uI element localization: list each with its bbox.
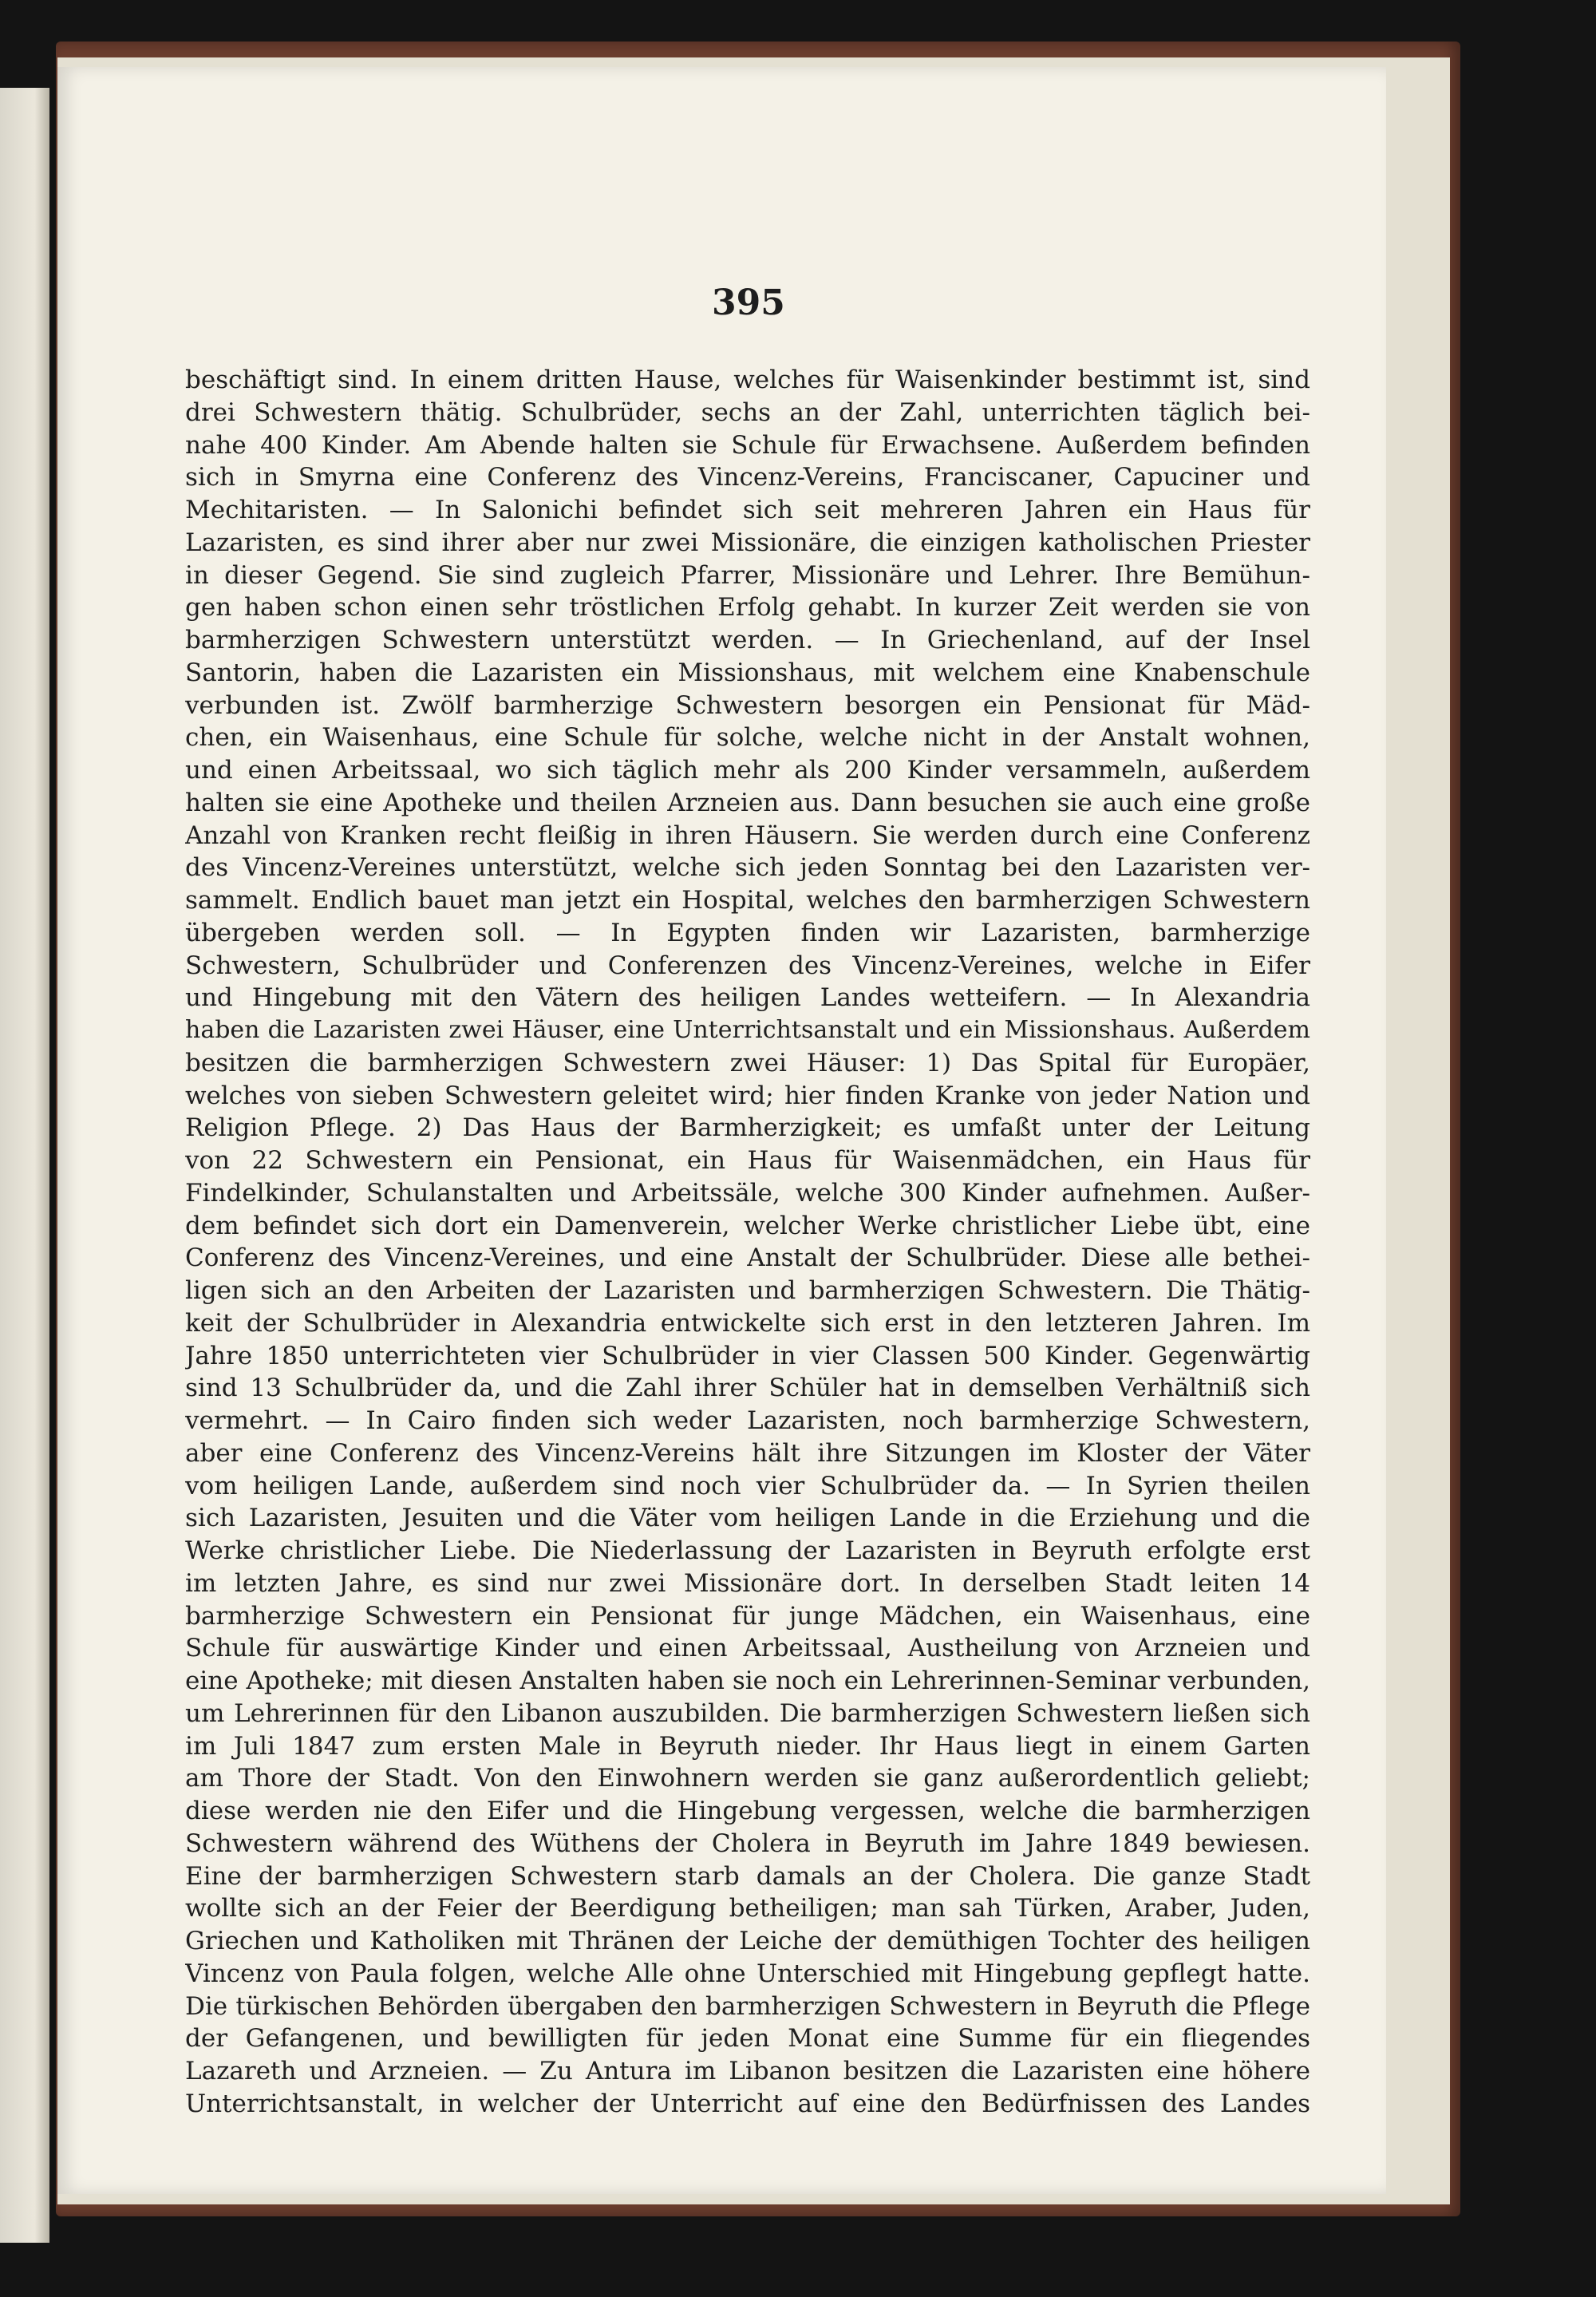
text-line: nahe 400 Kinder. Am Abende halten sie Schule für Erwachsene. Außerdem befinden: [185, 430, 1310, 460]
text-line: barmherzigen Schwestern unterstützt werden. — In Griechenland, auf der Insel: [185, 626, 1310, 654]
text-line: Die türkischen Behörden übergaben den barmherzigen Schwestern in Beyruth die Pflege: [185, 1991, 1310, 2021]
book-page: [57, 67, 1386, 2194]
text-line: Findelkinder, Schulanstalten und Arbeitssäle, welche 300 Kinder aufnehmen. Außer-: [185, 1178, 1310, 1208]
text-line: und einen Arbeitssaal, wo sich täglich mehr als 200 Kinder versammeln, außerdem: [185, 756, 1310, 785]
text-line: Lazaristen, es sind ihrer aber nur zwei Missionäre, die einzigen katholischen Priester: [185, 528, 1310, 557]
text-line: Unterrichtsanstalt, in welcher der Unterricht auf eine den Bedürfnissen des Landes: [185, 2089, 1310, 2118]
text-line: Schwestern während des Wüthens der Cholera in Beyruth im Jahre 1849 bewiesen.: [185, 1829, 1310, 1858]
text-line: der Gefangenen, und bewilligten für jeden Monat eine Summe für ein fliegendes: [185, 2024, 1310, 2054]
text-line: verbunden ist. Zwölf barmherzige Schwestern besorgen ein Pensionat für Mäd-: [185, 690, 1310, 720]
previous-page-edge: [0, 88, 49, 2243]
text-line: Vincenz von Paula folgen, welche Alle ohne Unterschied mit Hingebung gepflegt hatte.: [185, 1959, 1310, 1988]
text-line: keit der Schulbrüder in Alexandria entwickelte sich erst in den letzteren Jahren. Im: [185, 1308, 1310, 1338]
text-line: drei Schwestern thätig. Schulbrüder, sechs an der Zahl, unterrichten täglich bei-: [185, 397, 1310, 427]
text-line: beschäftigt sind. In einem dritten Hause, welches für Waisenkinder bestimmt ist, sind: [185, 366, 1310, 394]
text-line: sind 13 Schulbrüder da, und die Zahl ihrer Schüler hat in demselben Verhältniß sich: [185, 1374, 1310, 1403]
text-line: gen haben schon einen sehr tröstlichen Erfolg gehabt. In kurzer Zeit werden sie von: [185, 593, 1310, 623]
text-line: aber eine Conferenz des Vincenz-Vereins hält ihre Sitzungen im Kloster der Väter: [185, 1438, 1310, 1468]
text-line: barmherzige Schwestern ein Pensionat für junge Mädchen, ein Waisenhaus, eine: [185, 1601, 1310, 1631]
text-line: chen, ein Waisenhaus, eine Schule für solche, welche nicht in der Anstalt wohnen,: [185, 723, 1310, 753]
page-number: 395: [712, 283, 785, 323]
text-line: Conferenz des Vincenz-Vereines, und eine Anstalt der Schulbrüder. Diese alle bethei-: [185, 1243, 1310, 1273]
text-line: Schule für auswärtige Kinder und einen Arbeitssaal, Austheilung von Arzneien und: [185, 1634, 1310, 1663]
text-line: Santorin, haben die Lazaristen ein Missionshaus, mit welchem eine Knabenschule: [185, 658, 1310, 687]
text-line: wollte sich an der Feier der Beerdigung betheiligen; man sah Türken, Araber, Juden,: [185, 1894, 1310, 1923]
text-line: welches von sieben Schwestern geleitet wird; hier finden Kranke von jeder Nation und: [185, 1081, 1310, 1110]
text-line: übergeben werden soll. — In Egypten finden wir Lazaristen, barmherzige: [185, 918, 1310, 947]
text-line: ligen sich an den Arbeiten der Lazaristen und barmherzigen Schwestern. Die Thätig-: [185, 1276, 1310, 1305]
text-line: am Thore der Stadt. Von den Einwohnern werden sie ganz außerordentlich geliebt;: [185, 1764, 1310, 1793]
text-line: Werke christlicher Liebe. Die Niederlassung der Lazaristen in Beyruth erfolgte erst: [185, 1536, 1310, 1565]
text-line: in dieser Gegend. Sie sind zugleich Pfarrer, Missionäre und Lehrer. Ihre Bemühun-: [185, 560, 1310, 590]
text-line: im letzten Jahre, es sind nur zwei Missionäre dort. In derselben Stadt leiten 14: [185, 1568, 1310, 1598]
text-line: um Lehrerinnen für den Libanon auszubilden. Die barmherzigen Schwestern ließen sich: [185, 1698, 1310, 1728]
text-line: dem befindet sich dort ein Damenverein, welcher Werke christlicher Liebe übt, eine: [185, 1211, 1310, 1240]
text-line: des Vincenz-Vereines unterstützt, welche sich jeden Sonntag bei den Lazaristen ver-: [185, 853, 1310, 883]
text-line: Schwestern, Schulbrüder und Conferenzen des Vincenz-Vereines, welche in Eifer: [185, 951, 1310, 980]
text-line: Mechitaristen. — In Salonichi befindet sich seit mehreren Jahren ein Haus für: [185, 496, 1310, 524]
body-text: [185, 364, 1310, 2121]
text-line: sich Lazaristen, Jesuiten und die Väter vom heiligen Lande in die Erziehung und die: [185, 1504, 1310, 1533]
text-line: vermehrt. — In Cairo finden sich weder Lazaristen, noch barmherzige Schwestern,: [185, 1406, 1310, 1435]
text-line: von 22 Schwestern ein Pensionat, ein Haus für Waisenmädchen, ein Haus für: [185, 1146, 1310, 1175]
text-line: diese werden nie den Eifer und die Hingebung vergessen, welche die barmherzigen: [185, 1797, 1310, 1825]
text-line: Religion Pflege. 2) Das Haus der Barmherzigkeit; es umfaßt unter der Leitung: [185, 1113, 1310, 1143]
text-line: Eine der barmherzigen Schwestern starb damals an der Cholera. Die ganze Stadt: [185, 1861, 1310, 1891]
text-line: Anzahl von Kranken recht fleißig in ihren Häusern. Sie werden durch eine Conferenz: [185, 820, 1310, 850]
text-line: vom heiligen Lande, außerdem sind noch vier Schulbrüder da. — In Syrien theilen: [185, 1471, 1310, 1500]
text-line: sammelt. Endlich bauet man jetzt ein Hospital, welches den barmherzigen Schwestern: [185, 886, 1310, 915]
text-line: Lazareth und Arzneien. — Zu Antura im Libanon besitzen die Lazaristen eine höhere: [185, 2057, 1310, 2085]
text-line: und Hingebung mit den Vätern des heiligen Landes wetteifern. — In Alexandria: [185, 983, 1310, 1013]
text-line: halten sie eine Apotheke und theilen Arzneien aus. Dann besuchen sie auch eine große: [185, 788, 1310, 817]
text-line: sich in Smyrna eine Conferenz des Vincenz-Vereins, Franciscaner, Capuciner und: [185, 463, 1310, 492]
text-line: Griechen und Katholiken mit Thränen der Leiche der demüthigen Tochter des heiligen: [185, 1927, 1310, 1955]
text-line: Jahre 1850 unterrichteten vier Schulbrüder in vier Classen 500 Kinder. Gegenwärtig: [185, 1341, 1310, 1370]
text-line: besitzen die barmherzigen Schwestern zwei Häuser: 1) Das Spital für Europäer,: [185, 1048, 1310, 1077]
text-line: eine Apotheke; mit diesen Anstalten haben sie noch ein Lehrerinnen-Seminar verbunden,: [185, 1666, 1310, 1695]
text-line: haben die Lazaristen zwei Häuser, eine Unterrichtsanstalt und ein Missionshaus. Außerdem: [185, 1016, 1310, 1044]
text-line: im Juli 1847 zum ersten Male in Beyruth nieder. Ihr Haus liegt in einem Garten: [185, 1731, 1310, 1761]
